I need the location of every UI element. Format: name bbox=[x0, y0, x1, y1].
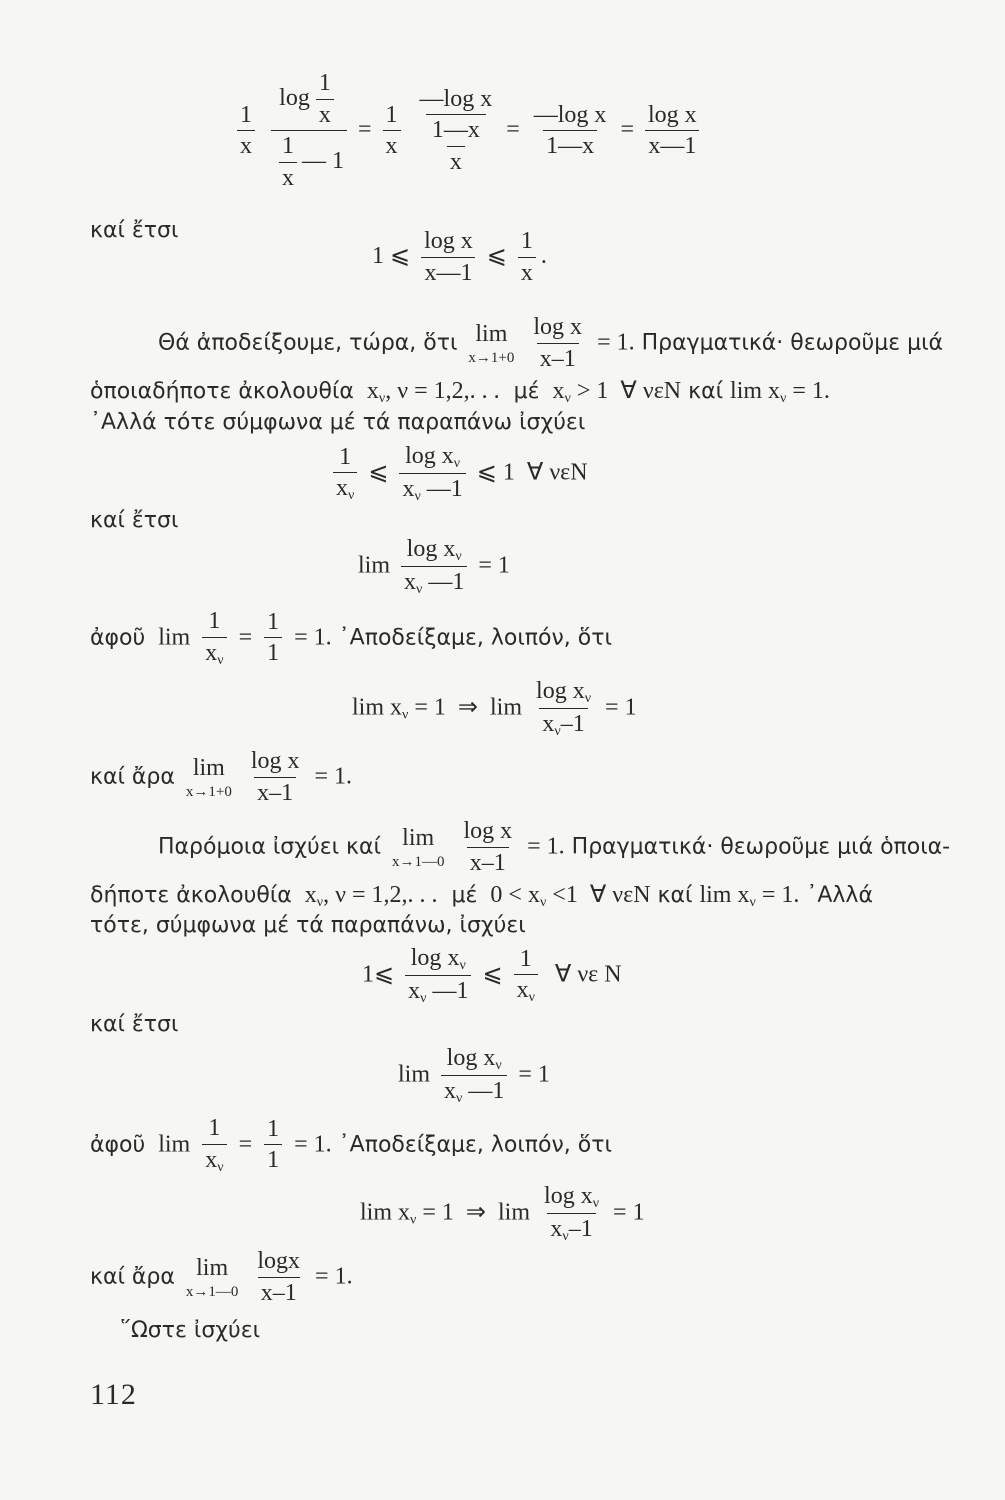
paragraph-1-line-2: ὁποιαδήποτε ἀκολουθία $x_\nu$, ν = 1,2,. . . μέ $x_\nu > 1$ ∀ νεN καί $\lim x_\nu = 1$. bbox=[90, 378, 830, 406]
paragraph-2-line-2: δήποτε ἀκολουθία $x_\nu$, ν = 1,2,. . . μέ $0 < x_\nu <1$ ∀ νεN καί $\lim x_\nu = 1$. ᾿Αλλά bbox=[90, 882, 873, 910]
equation-4: lim $\frac{\log x_\nu}{x_\nu —1}$ = 1 bbox=[358, 536, 510, 598]
paragraph-1-line-1: Θά ἀποδείξουμε, τώρα, ὅτι lim x→1+0 $\frac{\text{log x}}{x-1}$ = 1. Πραγματικά· θεωροῦμε μιά bbox=[158, 314, 944, 372]
equation-7: lim $\frac{\log x_\nu}{x_\nu —1}$ = 1 bbox=[398, 1045, 550, 1107]
page-number: 112 bbox=[90, 1378, 137, 1411]
equation-5: $\lim x_\nu = 1$ ⇒ lim $\frac{\log x_\nu}{x_\nu-1}$ = 1 bbox=[352, 678, 637, 740]
equation-1: $\frac{1}{x}$ log $\frac{1}{x}$ $\frac{1}{x}$ — 1 = $\frac{1}{x}$ $\frac{\text{—log x}}{\frac{1—x}{x}}$ = $\frac{\text{—log x}}{1—x}$ = $\frac{\text{log x}}{x—1}$ bbox=[232, 70, 705, 192]
text-oste: ῞Ωστε ἰσχύει bbox=[120, 1318, 261, 1343]
afou-line-2: ἀφοῦ lim $\frac{1}{x_\nu}$ = $\frac{1}{1}$ = 1. ᾿Αποδείξαμε, λοιπόν, ὅτι bbox=[90, 1115, 612, 1175]
paragraph-2-line-3: τότε, σύμφωνα μέ τά παραπάνω, ἰσχύει bbox=[90, 913, 526, 938]
kai-ara-line-1: καί ἄρα lim x→1+0 $\frac{\text{log x}}{x-1}$ = 1. bbox=[90, 748, 353, 806]
equation-8: $\lim x_\nu = 1$ ⇒ lim $\frac{\log x_\nu}{x_\nu-1}$ = 1 bbox=[360, 1183, 645, 1245]
paragraph-2-line-1: Παρόμοια ἰσχύει καί lim x→1—0 $\frac{\text{log x}}{x-1}$ = 1. Πραγματικά· θεωροῦμε μιά ὁποια- bbox=[158, 818, 951, 876]
text-kai-etsi-2: καί ἔτσι bbox=[90, 508, 179, 533]
kai-ara-line-2: καί ἄρα lim x→1—0 $\frac{\log x}{x-1}$ = 1. bbox=[90, 1248, 353, 1306]
equation-3: $\frac{1}{x_\nu}$ ⩽ $\frac{\log x_\nu}{x_\nu —1}$ ⩽ 1 ∀ νεN bbox=[328, 443, 588, 505]
paragraph-1-line-3: ᾿Αλλά τότε σύμφωνα μέ τά παραπάνω ἰσχύει bbox=[90, 410, 586, 435]
equation-2: 1 ⩽ $\frac{\text{log x}}{x—1}$ ⩽ $\frac{1}{x}$ . bbox=[372, 228, 547, 286]
text-kai-etsi-3: καί ἔτσι bbox=[90, 1012, 179, 1037]
equation-6: 1⩽ $\frac{\log x_\nu}{x_\nu —1}$ ⩽ $\frac{1}{x_\nu}$ ∀ νε N bbox=[362, 945, 622, 1007]
afou-line-1: ἀφοῦ lim $\frac{1}{x_\nu}$ = $\frac{1}{1}$ = 1. ᾿Αποδείξαμε, λοιπόν, ὅτι bbox=[90, 608, 612, 668]
text-kai-etsi-1: καί ἔτσι bbox=[90, 218, 179, 243]
